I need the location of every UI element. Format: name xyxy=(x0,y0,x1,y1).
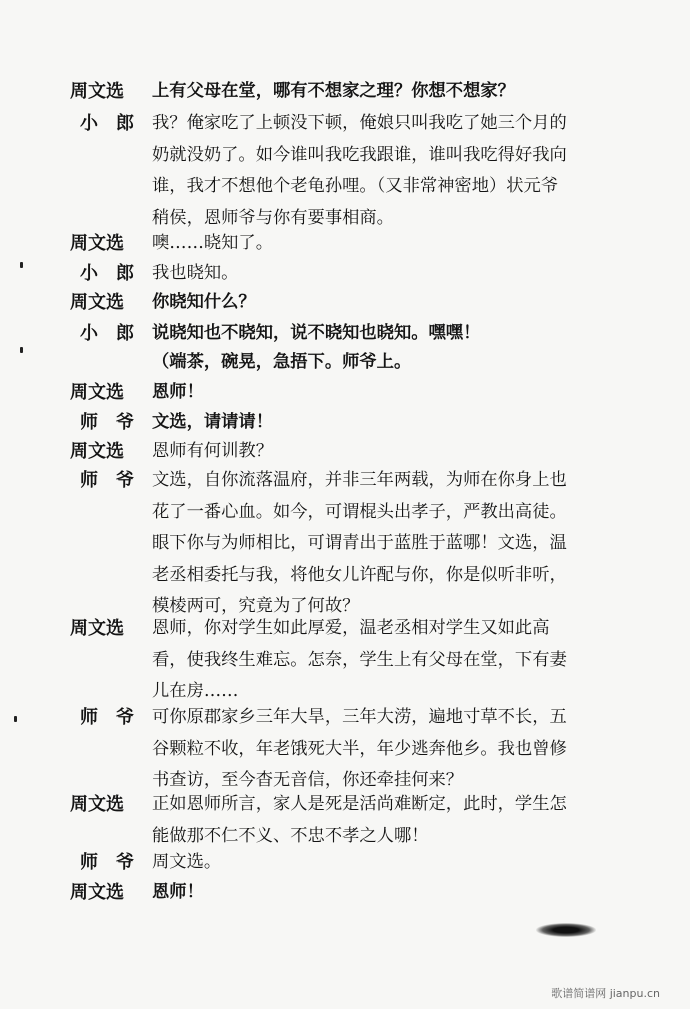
dialogue-line: 说晓知也不晓知，说不晓知也晓知。嘿嘿！ xyxy=(152,323,481,343)
dialogue-line: 我也晓知。 xyxy=(152,263,239,283)
speaker-label: 周文选 xyxy=(70,441,124,462)
dialogue-line: 上有父母在堂，哪有不想家之理？你想不想家？ xyxy=(152,81,515,101)
speaker-label: 师爷 xyxy=(80,707,152,728)
dialogue-line: 看，使我终生难忘。怎奈，学生上有父母在堂，下有妻 xyxy=(152,649,567,670)
dialogue-line: 可你原郡家乡三年大旱，三年大涝，遍地寸草不长，五 xyxy=(152,707,567,727)
scan-speck xyxy=(20,262,23,268)
dialogue-line: 恩师有何训教？ xyxy=(152,441,273,461)
scan-speck xyxy=(14,716,17,722)
speaker-label: 小郎 xyxy=(80,263,152,284)
dialogue-line: 谁，我才不想他个老龟孙哩。（又非常神密地）状元爷 xyxy=(152,176,559,196)
dialogue-line: 文选，自你流落温府，并非三年两载，为师在你身上也 xyxy=(152,470,567,490)
dialogue-line: 噢……晓知了。 xyxy=(152,233,273,253)
speaker-label: 小郎 xyxy=(80,323,152,344)
dialogue-line: 老丞相委托与我，将他女儿许配与你，你是似听非听， xyxy=(152,564,567,585)
dialogue-line: 正如恩师所言，家人是死是活尚难断定，此时，学生怎 xyxy=(152,794,567,814)
speaker-label: 小郎 xyxy=(80,113,152,134)
watermark: 歌谱简谱网 jianpu.cn xyxy=(551,987,660,1000)
dialogue-line: 恩师，你对学生如此厚爱，温老丞相对学生又如此高 xyxy=(152,618,550,638)
scan-speck xyxy=(20,347,23,353)
stage-direction-text: （端茶，碗晃，急捂下。师爷上。 xyxy=(152,352,412,372)
speaker-label: 周文选 xyxy=(70,882,124,903)
dialogue-line: 文选，请请请！ xyxy=(152,412,273,432)
dialogue-line: 谷颗粒不收，年老饿死大半，年少逃奔他乡。我也曾修 xyxy=(152,738,567,759)
dialogue-line: 眼下你与为师相比，可谓青出于蓝胜于蓝哪！文选，温 xyxy=(152,533,567,553)
speaker-label: 师爷 xyxy=(80,470,152,491)
speaker-label: 周文选 xyxy=(70,233,124,254)
dialogue-line: 奶就没奶了。如今谁叫我吃我跟谁，谁叫我吃得好我向 xyxy=(152,144,567,165)
dialogue-line: 恩师！ xyxy=(152,882,204,902)
dialogue-line: 花了一番心血。如今，可谓棍头出孝子，严教出高徒。 xyxy=(152,501,567,522)
speaker-label: 师爷 xyxy=(80,412,152,433)
speaker-label: 师爷 xyxy=(80,852,152,873)
page-number-smudge xyxy=(536,923,596,937)
dialogue-line: 书查访，至今杳无音信，你还牵挂何来？ xyxy=(152,770,464,790)
speaker-label: 周文选 xyxy=(70,292,124,313)
dialogue-line: 我？俺家吃了上顿没下顿，俺娘只叫我吃了她三个月的 xyxy=(152,113,567,133)
dialogue-line: 模棱两可，究竟为了何故？ xyxy=(152,596,360,616)
speaker-label: 周文选 xyxy=(70,382,124,403)
speaker-label: 周文选 xyxy=(70,794,124,815)
dialogue-line: 你晓知什么？ xyxy=(152,292,256,312)
speaker-label: 周文选 xyxy=(70,618,124,639)
dialogue-line: 稍侯，恩师爷与你有要事相商。 xyxy=(152,207,394,228)
speaker-label: 周文选 xyxy=(70,81,124,102)
dialogue-line: 周文选。 xyxy=(152,852,222,872)
dialogue-line: 儿在房…… xyxy=(152,681,239,701)
dialogue-line: 恩师！ xyxy=(152,382,204,402)
dialogue-line: 能做那不仁不义、不忠不孝之人哪！ xyxy=(152,825,429,846)
